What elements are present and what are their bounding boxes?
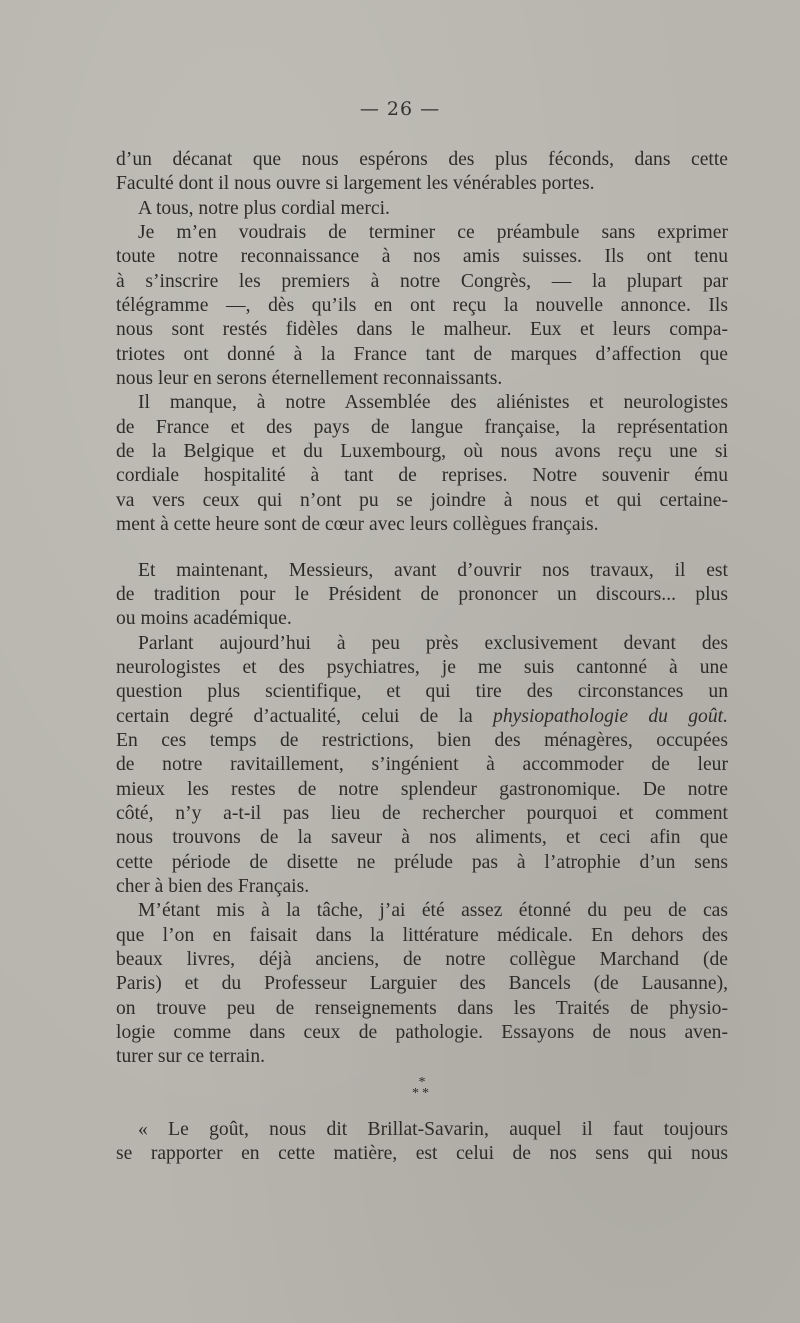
text-line: « Le goût, nous dit Brillat-Savarin, auquel il faut toujours: [138, 1118, 728, 1140]
text-line: nous trouvons de la saveur à nos aliments, et ceci afin que: [116, 827, 728, 849]
text-line: que l’on en faisait dans la littérature médicale. En dehors des: [116, 924, 728, 946]
text-line: on trouve peu de renseignements dans les Traités de physio-: [116, 997, 728, 1019]
paragraph: [116, 221, 728, 391]
text-line: triotes ont donné à la France tant de marques d’affection que: [116, 343, 728, 365]
text-line: de France et des pays de langue française, la représentation: [116, 416, 728, 438]
paragraph: [116, 197, 728, 221]
text-line: nous leur en serons éternellement reconnaissants.: [116, 368, 503, 390]
text-line: logie comme dans ceux de pathologie. Essayons de nous aven-: [116, 1022, 728, 1044]
text-line: mieux les restes de notre splendeur gastronomique. De notre: [116, 778, 728, 800]
text-line: Faculté dont il nous ouvre si largement les vénérables portes.: [116, 173, 595, 195]
text-line: Il manque, à notre Assemblée des aliénistes et neurologistes: [138, 392, 728, 414]
paragraph: [116, 1118, 728, 1167]
text-line: M’étant mis à la tâche, j’ai été assez étonné du peu de cas: [138, 900, 728, 922]
text-line: d’un décanat que nous espérons des plus féconds, dans cette: [116, 149, 728, 170]
text-line: cordiale hospitalité à tant de reprises. Notre souvenir ému: [116, 465, 728, 487]
text-line: beaux livres, déjà anciens, de notre collègue Marchand (de: [116, 949, 728, 970]
paragraph-gap: [116, 538, 728, 559]
text-line: se rapporter en cette matière, est celui de nos sens qui nous: [116, 1143, 728, 1165]
paragraph: [116, 148, 728, 197]
section-asterism: [116, 1070, 728, 1118]
text-line: à s’inscrire les premiers à notre Congrès, — la plupart par: [116, 270, 728, 292]
text-line: neurologistes et des psychiatres, je me suis cantonné à une: [116, 656, 728, 678]
text-line: Parlant aujourd’hui à peu près exclusivement devant des: [138, 632, 728, 654]
text-line: ou moins académique.: [116, 608, 292, 630]
body-text: [116, 148, 728, 1166]
text-segment: certain degré d’actualité, celui de la: [116, 705, 494, 727]
paragraph: [116, 632, 728, 900]
paragraph: [116, 899, 728, 1069]
text-line: cette période de disette ne prélude pas à l’atrophie d’un sens: [116, 851, 728, 873]
text-line: Je m’en voudrais de terminer ce préambule sans exprimer: [138, 222, 728, 244]
text-line: En ces temps de restrictions, bien des ménagères, occupées: [116, 729, 728, 751]
text-line: Et maintenant, Messieurs, avant d’ouvrir nos travaux, il est: [138, 559, 728, 581]
text-line: cher à bien des Français.: [116, 875, 310, 897]
text-line: question plus scientifique, et qui tire des circonstances un: [116, 681, 728, 703]
paragraph: [116, 559, 728, 632]
text-line-with-italic: [116, 705, 728, 729]
text-line: de notre ravitaillement, s’ingénient à accommoder de leur: [116, 754, 728, 776]
text-line: de la Belgique et du Luxembourg, où nous avons reçu une si: [116, 441, 728, 463]
paragraph: [116, 391, 728, 537]
text-line: va vers ceux qui n’ont pu se joindre à nous et qui certaine-: [116, 489, 728, 511]
text-line: A tous, notre plus cordial merci.: [138, 197, 390, 219]
text-line: Paris) et du Professeur Larguier des Bancels (de Lausanne),: [116, 973, 728, 995]
text-line: côté, n’y a-t-il pas lieu de rechercher pourquoi et comment: [116, 802, 728, 824]
asterism-bottom: **: [412, 1085, 432, 1101]
page-number: — 26 —: [359, 98, 441, 120]
text-line: ment à cette heure sont de cœur avec leurs collègues français.: [116, 514, 599, 536]
text-line: nous sont restés fidèles dans le malheur. Eux et leurs compa-: [116, 319, 728, 341]
asterism-top: *: [418, 1074, 426, 1090]
text-line: toute notre reconnaissance à nos amis suisses. Ils ont tenu: [116, 246, 728, 268]
text-line: de tradition pour le Président de prononcer un discours... plus: [116, 583, 728, 605]
italic-emphasis: physiopathologie du goût.: [493, 705, 728, 727]
text-line: turer sur ce terrain.: [116, 1046, 266, 1068]
text-line: télégramme —, dès qu’ils en ont reçu la nouvelle annonce. Ils: [116, 295, 728, 317]
